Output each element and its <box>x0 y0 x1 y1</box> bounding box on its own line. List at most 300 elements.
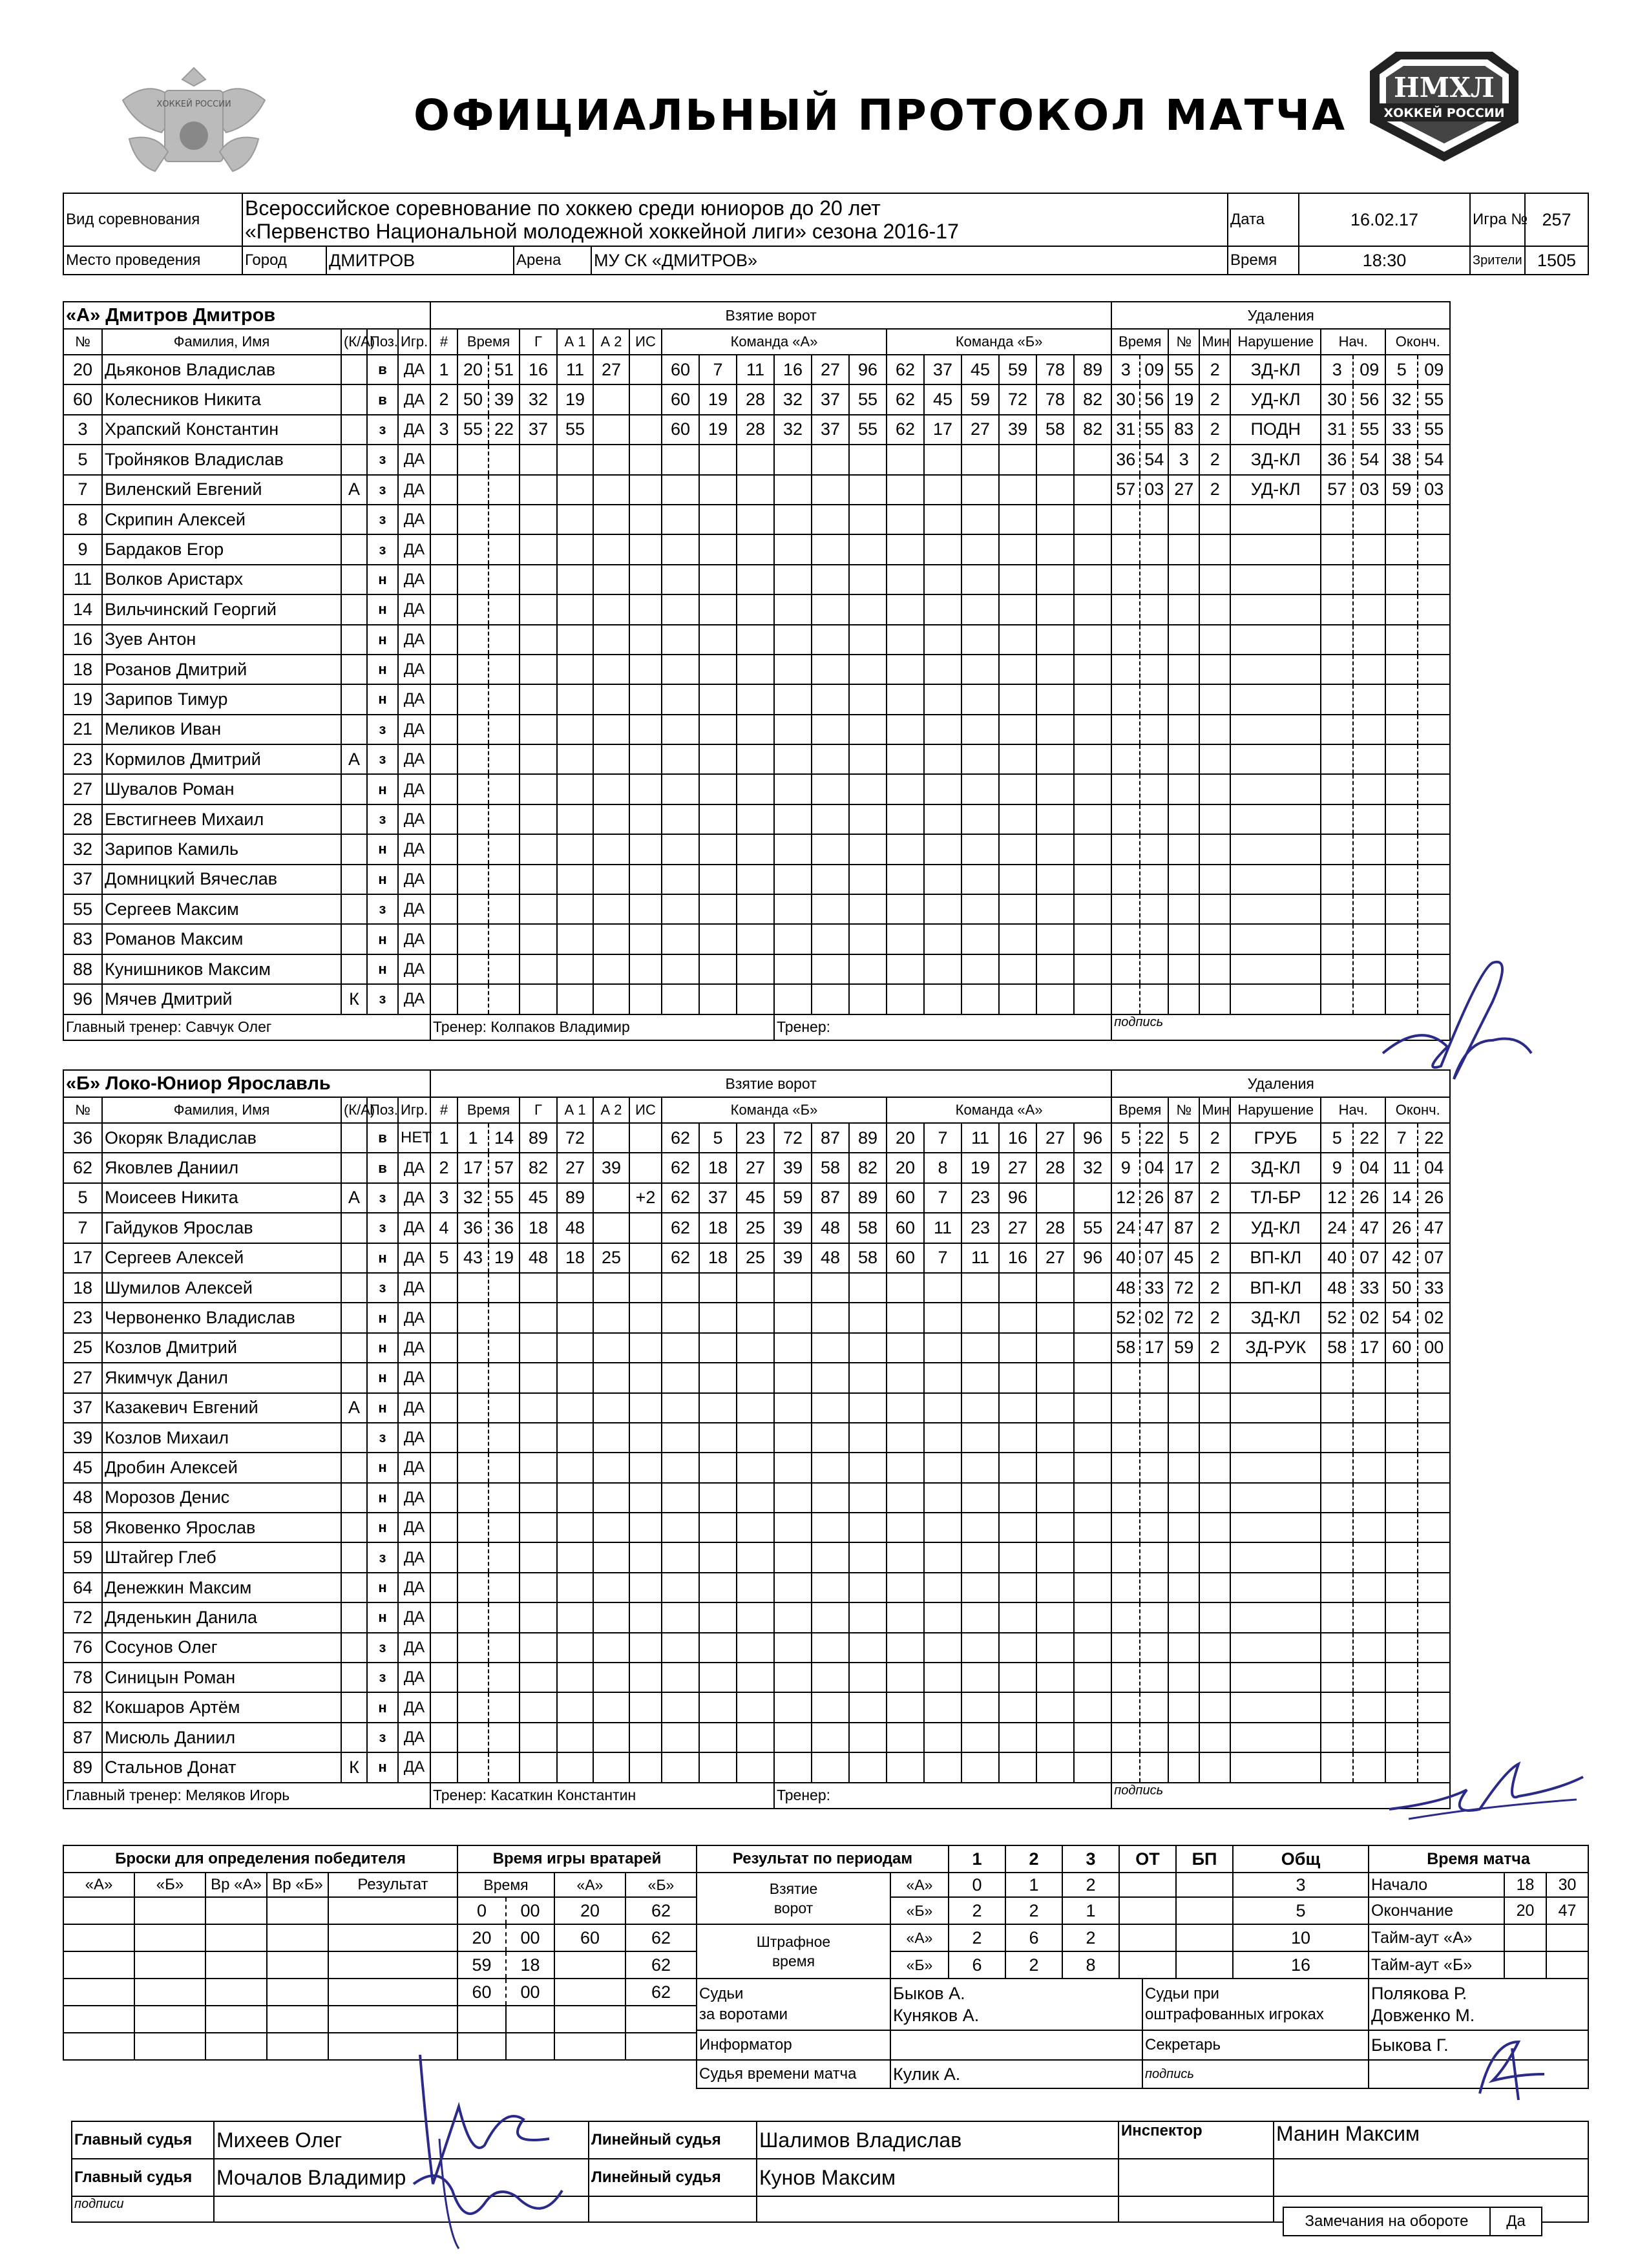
coach-signature-label: подпись <box>1111 1783 1450 1809</box>
pen-player <box>1168 1542 1199 1572</box>
pen-violation <box>1230 865 1321 894</box>
goal-time-sec <box>488 505 520 534</box>
player-captaincy <box>341 1692 367 1722</box>
player-name: Храпский Константин <box>102 415 341 445</box>
on-ice-scoring-team: 19 <box>699 384 737 414</box>
on-ice-empty <box>699 594 737 624</box>
goals-a-p1: 0 <box>949 1873 1005 1897</box>
goal-empty <box>520 744 557 774</box>
khl-russia-emblem <box>103 55 284 191</box>
goal-number <box>430 924 457 954</box>
pen-end-min: 5 <box>1385 355 1418 384</box>
goal-judges-names: Быков А. Куняков А. <box>890 1979 1142 2030</box>
on-ice-scoring-team: 96 <box>849 355 887 384</box>
player-row <box>63 1542 1450 1572</box>
pim-a-p2: 6 <box>1005 1924 1062 1951</box>
pen-player <box>1168 1663 1199 1692</box>
goal-time-min <box>457 1303 488 1332</box>
pen-end-min <box>1385 594 1418 624</box>
goal-empty <box>557 1423 593 1453</box>
goal-time-sec: 57 <box>488 1153 520 1182</box>
goal-time-min <box>457 625 488 655</box>
player-name: Дяденькин Данила <box>102 1602 341 1632</box>
on-ice-empty <box>1036 834 1074 864</box>
on-ice-empty <box>1074 1692 1111 1722</box>
pen-time-sec <box>1140 594 1168 624</box>
on-ice-empty <box>1036 924 1074 954</box>
goal-empty <box>557 715 593 744</box>
on-ice-empty <box>774 774 812 804</box>
match-start-m: 30 <box>1546 1873 1588 1897</box>
pen-time-sec <box>1140 804 1168 834</box>
on-ice-empty <box>961 1602 999 1632</box>
on-ice-empty <box>774 1663 812 1692</box>
player-row <box>63 1423 1450 1453</box>
pen-end-sec <box>1418 744 1450 774</box>
player-played: ДА <box>398 1752 430 1782</box>
on-ice-empty <box>961 924 999 954</box>
player-played: ДА <box>398 894 430 924</box>
on-ice-empty <box>774 1423 812 1453</box>
pen-start-sec <box>1353 715 1385 744</box>
player-row <box>63 475 1450 505</box>
goal-empty <box>629 534 662 564</box>
on-ice-empty <box>1036 1602 1074 1632</box>
on-ice-empty <box>662 954 699 984</box>
pen-minutes: 2 <box>1199 1333 1230 1363</box>
pen-start-sec: 03 <box>1353 475 1385 505</box>
pen-minutes <box>1199 1663 1230 1692</box>
pen-end-min <box>1385 804 1418 834</box>
goal-empty <box>520 1663 557 1692</box>
col-play: Игр. <box>398 329 430 355</box>
pen-end-min <box>1385 1393 1418 1423</box>
on-ice-empty <box>699 655 737 684</box>
goal-time-sec <box>488 1513 520 1542</box>
col-goal-num: # <box>430 1097 457 1123</box>
goal-time-min <box>457 565 488 594</box>
on-ice-scoring-team: 32 <box>774 415 812 445</box>
pen-minutes <box>1199 1633 1230 1663</box>
pen-start-min <box>1321 1363 1353 1392</box>
pim-b-p1: 6 <box>949 1951 1005 1979</box>
on-ice-empty <box>1074 1273 1111 1303</box>
on-ice-empty <box>924 1393 961 1423</box>
player-played: ДА <box>398 1483 430 1513</box>
goal-empty <box>629 865 662 894</box>
goal-time-sec: 36 <box>488 1213 520 1243</box>
on-ice-empty <box>662 1513 699 1542</box>
goal-time-sec <box>488 1333 520 1363</box>
shootout-time-b-header: Вр «Б» <box>267 1873 328 1897</box>
officials-table <box>696 1978 1589 2089</box>
pen-player <box>1168 744 1199 774</box>
col-a1: А 1 <box>557 329 593 355</box>
goal-time-sec <box>488 1602 520 1632</box>
on-ice-empty <box>737 894 774 924</box>
on-ice-empty <box>849 1363 887 1392</box>
goal-time-sec <box>488 1363 520 1392</box>
player-number: 23 <box>63 744 102 774</box>
goal-empty <box>593 594 629 624</box>
player-row <box>63 505 1450 534</box>
pen-end-min <box>1385 774 1418 804</box>
on-ice-empty <box>961 1513 999 1542</box>
goal-empty <box>520 1513 557 1542</box>
on-ice-other-team: 60 <box>887 1243 924 1273</box>
player-row <box>63 865 1450 894</box>
on-ice-empty <box>999 1363 1036 1392</box>
player-row <box>63 1333 1450 1363</box>
player-captaincy <box>341 1573 367 1602</box>
pen-minutes <box>1199 1393 1230 1423</box>
on-ice-empty <box>812 1363 849 1392</box>
on-ice-empty <box>737 804 774 834</box>
goal-empty <box>629 804 662 834</box>
on-ice-other-team: 89 <box>1074 355 1111 384</box>
player-name: Мячев Дмитрий <box>102 984 341 1014</box>
pen-minutes <box>1199 1752 1230 1782</box>
pen-end-min: 11 <box>1385 1153 1418 1182</box>
pen-time-sec: 07 <box>1140 1243 1168 1273</box>
gk-time-sec: 00 <box>506 1897 554 1924</box>
on-ice-empty <box>699 1453 737 1482</box>
pen-time-sec <box>1140 744 1168 774</box>
on-ice-empty <box>924 1483 961 1513</box>
pen-player: 72 <box>1168 1273 1199 1303</box>
pen-minutes <box>1199 1363 1230 1392</box>
pen-player <box>1168 1692 1199 1722</box>
goal-time-sec: 19 <box>488 1243 520 1273</box>
pen-start-min <box>1321 984 1353 1014</box>
on-ice-empty <box>1036 505 1074 534</box>
pen-player <box>1168 954 1199 984</box>
pen-start-sec: 55 <box>1353 415 1385 445</box>
pen-time-sec <box>1140 865 1168 894</box>
goal-time-min <box>457 834 488 864</box>
goal-situation <box>629 415 662 445</box>
pen-violation <box>1230 984 1321 1014</box>
col-pen-num: № <box>1168 1097 1199 1123</box>
on-ice-empty <box>999 715 1036 744</box>
goal-number <box>430 894 457 924</box>
player-position: з <box>367 415 398 445</box>
pen-minutes <box>1199 684 1230 714</box>
pen-minutes <box>1199 1573 1230 1602</box>
goal-empty <box>520 1723 557 1752</box>
goal-time-min <box>457 744 488 774</box>
pen-end-sec: 22 <box>1418 1123 1450 1153</box>
goal-empty <box>593 924 629 954</box>
col-pen-start: Нач. <box>1321 1097 1385 1123</box>
goal-empty <box>557 625 593 655</box>
goal-assist-1: 48 <box>557 1213 593 1243</box>
goal-empty <box>593 1573 629 1602</box>
player-position: н <box>367 1393 398 1423</box>
on-ice-other-team: 78 <box>1036 355 1074 384</box>
pen-minutes <box>1199 1542 1230 1572</box>
gk-b-header: «Б» <box>625 1873 697 1897</box>
timekeeper-name: Кулик А. <box>890 2060 1142 2088</box>
on-ice-empty <box>1074 655 1111 684</box>
pen-player: 59 <box>1168 1333 1199 1363</box>
on-ice-empty <box>1036 1663 1074 1692</box>
on-ice-empty <box>1074 445 1111 474</box>
goal-number: 1 <box>430 1123 457 1153</box>
player-position: н <box>367 684 398 714</box>
on-ice-empty <box>812 1393 849 1423</box>
on-ice-empty <box>662 774 699 804</box>
head-coach: Главный тренер: Меляков Игорь <box>63 1783 430 1809</box>
goal-time-sec <box>488 1393 520 1423</box>
pen-end-sec: 47 <box>1418 1213 1450 1243</box>
pen-violation: УД-КЛ <box>1230 1213 1321 1243</box>
on-ice-empty <box>774 715 812 744</box>
goal-number <box>430 834 457 864</box>
timeout-a-label: Тайм-аут «А» <box>1369 1924 1504 1951</box>
goal-empty <box>593 1483 629 1513</box>
goal-empty <box>593 1752 629 1782</box>
on-ice-other-team: 27 <box>1036 1243 1074 1273</box>
goal-number <box>430 505 457 534</box>
col-a2: А 2 <box>593 1097 629 1123</box>
pen-end-sec <box>1418 1692 1450 1722</box>
pen-violation <box>1230 1513 1321 1542</box>
on-ice-empty <box>961 475 999 505</box>
pen-time-sec <box>1140 1542 1168 1572</box>
pen-start-min: 12 <box>1321 1183 1353 1213</box>
on-ice-empty <box>812 1602 849 1632</box>
pen-start-sec: 02 <box>1353 1303 1385 1332</box>
player-position: н <box>367 1692 398 1722</box>
goal-assist-2 <box>593 1123 629 1153</box>
pen-minutes: 2 <box>1199 1123 1230 1153</box>
goal-time-sec <box>488 1752 520 1782</box>
coach-2: Тренер: <box>774 1783 1111 1809</box>
on-ice-empty <box>999 1752 1036 1782</box>
on-ice-other-team: 96 <box>1074 1123 1111 1153</box>
goal-scorer: 32 <box>520 384 557 414</box>
on-ice-empty <box>924 924 961 954</box>
goal-empty <box>520 834 557 864</box>
goal-empty <box>520 534 557 564</box>
player-position: з <box>367 1633 398 1663</box>
on-ice-scoring-team: 62 <box>662 1183 699 1213</box>
pen-end-sec <box>1418 1453 1450 1482</box>
goal-time-min <box>457 1513 488 1542</box>
pen-start-min <box>1321 1393 1353 1423</box>
on-ice-empty <box>699 984 737 1014</box>
on-ice-empty <box>812 894 849 924</box>
on-ice-empty <box>924 1423 961 1453</box>
pen-time-min <box>1111 625 1140 655</box>
goal-number <box>430 865 457 894</box>
player-played: ДА <box>398 655 430 684</box>
player-name: Дробин Алексей <box>102 1453 341 1482</box>
on-ice-empty <box>961 744 999 774</box>
on-ice-other-team: 23 <box>961 1213 999 1243</box>
player-number: 9 <box>63 534 102 564</box>
goal-empty <box>593 954 629 984</box>
col-goal-time: Время <box>457 329 520 355</box>
on-ice-empty <box>1074 865 1111 894</box>
player-name: Стальнов Донат <box>102 1752 341 1782</box>
pen-end-sec <box>1418 1363 1450 1392</box>
on-ice-empty <box>812 804 849 834</box>
pen-time-sec <box>1140 655 1168 684</box>
on-ice-empty <box>887 954 924 984</box>
on-ice-empty <box>924 1723 961 1752</box>
pen-end-sec <box>1418 834 1450 864</box>
player-number: 64 <box>63 1573 102 1602</box>
on-ice-empty <box>887 625 924 655</box>
goal-empty <box>593 1633 629 1663</box>
on-ice-empty <box>1074 924 1111 954</box>
col-play: Игр. <box>398 1097 430 1123</box>
goal-situation <box>629 384 662 414</box>
player-played: ДА <box>398 565 430 594</box>
player-captaincy <box>341 1423 367 1453</box>
goal-empty <box>629 625 662 655</box>
on-ice-empty <box>774 924 812 954</box>
pen-time-min <box>1111 865 1140 894</box>
pen-end-min <box>1385 1542 1418 1572</box>
on-ice-empty <box>961 1273 999 1303</box>
on-ice-empty <box>662 1423 699 1453</box>
on-ice-empty <box>849 1633 887 1663</box>
on-ice-empty <box>924 744 961 774</box>
player-number: 48 <box>63 1483 102 1513</box>
player-played: ДА <box>398 1663 430 1692</box>
goal-time-min <box>457 924 488 954</box>
player-captaincy <box>341 894 367 924</box>
pen-start-min <box>1321 505 1353 534</box>
pen-time-min: 40 <box>1111 1243 1140 1273</box>
pen-player: 83 <box>1168 415 1199 445</box>
goal-scorer: 45 <box>520 1183 557 1213</box>
on-ice-empty <box>812 1633 849 1663</box>
goal-assist-1: 55 <box>557 415 593 445</box>
player-number: 82 <box>63 1692 102 1722</box>
goal-empty <box>629 1663 662 1692</box>
pen-end-min <box>1385 655 1418 684</box>
player-row <box>63 1692 1450 1722</box>
on-ice-empty <box>1074 1663 1111 1692</box>
on-ice-empty <box>849 594 887 624</box>
on-ice-empty <box>887 1723 924 1752</box>
inspector-label: Инспектор <box>1119 2121 1274 2159</box>
on-ice-empty <box>924 1303 961 1332</box>
goal-number: 3 <box>430 1183 457 1213</box>
on-ice-other-team: 62 <box>887 384 924 414</box>
pen-violation <box>1230 684 1321 714</box>
on-ice-empty <box>1036 684 1074 714</box>
pen-minutes: 2 <box>1199 475 1230 505</box>
on-ice-empty <box>887 1393 924 1423</box>
match-time-title: Время матча <box>1369 1845 1588 1873</box>
teamA-protocol-table <box>63 301 1451 1041</box>
on-ice-scoring-team: 25 <box>737 1243 774 1273</box>
goal-time-min <box>457 894 488 924</box>
player-row <box>63 924 1450 954</box>
gk-time-header: Время <box>457 1873 554 1897</box>
player-captaincy <box>341 1123 367 1153</box>
goalkeeper-row <box>457 1897 697 1924</box>
on-ice-empty <box>774 1273 812 1303</box>
competition-label: Вид соревнования <box>63 193 242 246</box>
on-ice-empty <box>887 684 924 714</box>
player-position: н <box>367 924 398 954</box>
player-captaincy <box>341 924 367 954</box>
goal-empty <box>557 865 593 894</box>
on-ice-empty <box>699 894 737 924</box>
on-ice-empty <box>699 774 737 804</box>
gk-b-number: 62 <box>625 1951 697 1979</box>
pen-time-min <box>1111 1692 1140 1722</box>
on-ice-empty <box>1074 1542 1111 1572</box>
player-captaincy: А <box>341 1393 367 1423</box>
player-played: ДА <box>398 865 430 894</box>
on-ice-empty <box>812 1453 849 1482</box>
on-ice-empty <box>737 1692 774 1722</box>
period-3-header: 3 <box>1062 1845 1119 1873</box>
on-ice-scoring-team: 18 <box>699 1213 737 1243</box>
goal-time-sec <box>488 1573 520 1602</box>
pen-time-min <box>1111 655 1140 684</box>
pen-player: 87 <box>1168 1213 1199 1243</box>
goal-empty <box>629 594 662 624</box>
on-ice-empty <box>1036 1273 1074 1303</box>
on-ice-empty <box>999 1483 1036 1513</box>
on-ice-empty <box>1036 565 1074 594</box>
pen-time-min <box>1111 594 1140 624</box>
pen-time-min: 36 <box>1111 445 1140 474</box>
on-ice-empty <box>662 594 699 624</box>
goals-b-p3: 1 <box>1062 1897 1119 1924</box>
pen-end-sec <box>1418 1663 1450 1692</box>
pen-player <box>1168 1752 1199 1782</box>
pen-time-min <box>1111 954 1140 984</box>
goal-scorer: 82 <box>520 1153 557 1182</box>
player-number: 16 <box>63 625 102 655</box>
goal-empty <box>629 1453 662 1482</box>
goal-empty <box>629 1542 662 1572</box>
pen-violation: ПОДН <box>1230 415 1321 445</box>
pen-time-sec <box>1140 1663 1168 1692</box>
goal-number: 1 <box>430 355 457 384</box>
on-ice-empty <box>924 1573 961 1602</box>
gk-time-min: 60 <box>457 1979 506 2006</box>
pen-end-sec <box>1418 565 1450 594</box>
on-ice-empty <box>662 1602 699 1632</box>
player-position: н <box>367 1363 398 1392</box>
goal-empty <box>593 1723 629 1752</box>
player-number: 14 <box>63 594 102 624</box>
on-ice-empty <box>812 625 849 655</box>
on-ice-empty <box>924 445 961 474</box>
goal-empty <box>520 1393 557 1423</box>
pen-end-min <box>1385 1573 1418 1602</box>
player-number: 18 <box>63 1273 102 1303</box>
pen-player: 87 <box>1168 1183 1199 1213</box>
on-ice-empty <box>662 534 699 564</box>
on-ice-empty <box>961 715 999 744</box>
player-number: 87 <box>63 1723 102 1752</box>
on-ice-empty <box>924 505 961 534</box>
on-ice-empty <box>849 1303 887 1332</box>
on-ice-empty <box>737 954 774 984</box>
on-ice-empty <box>699 505 737 534</box>
